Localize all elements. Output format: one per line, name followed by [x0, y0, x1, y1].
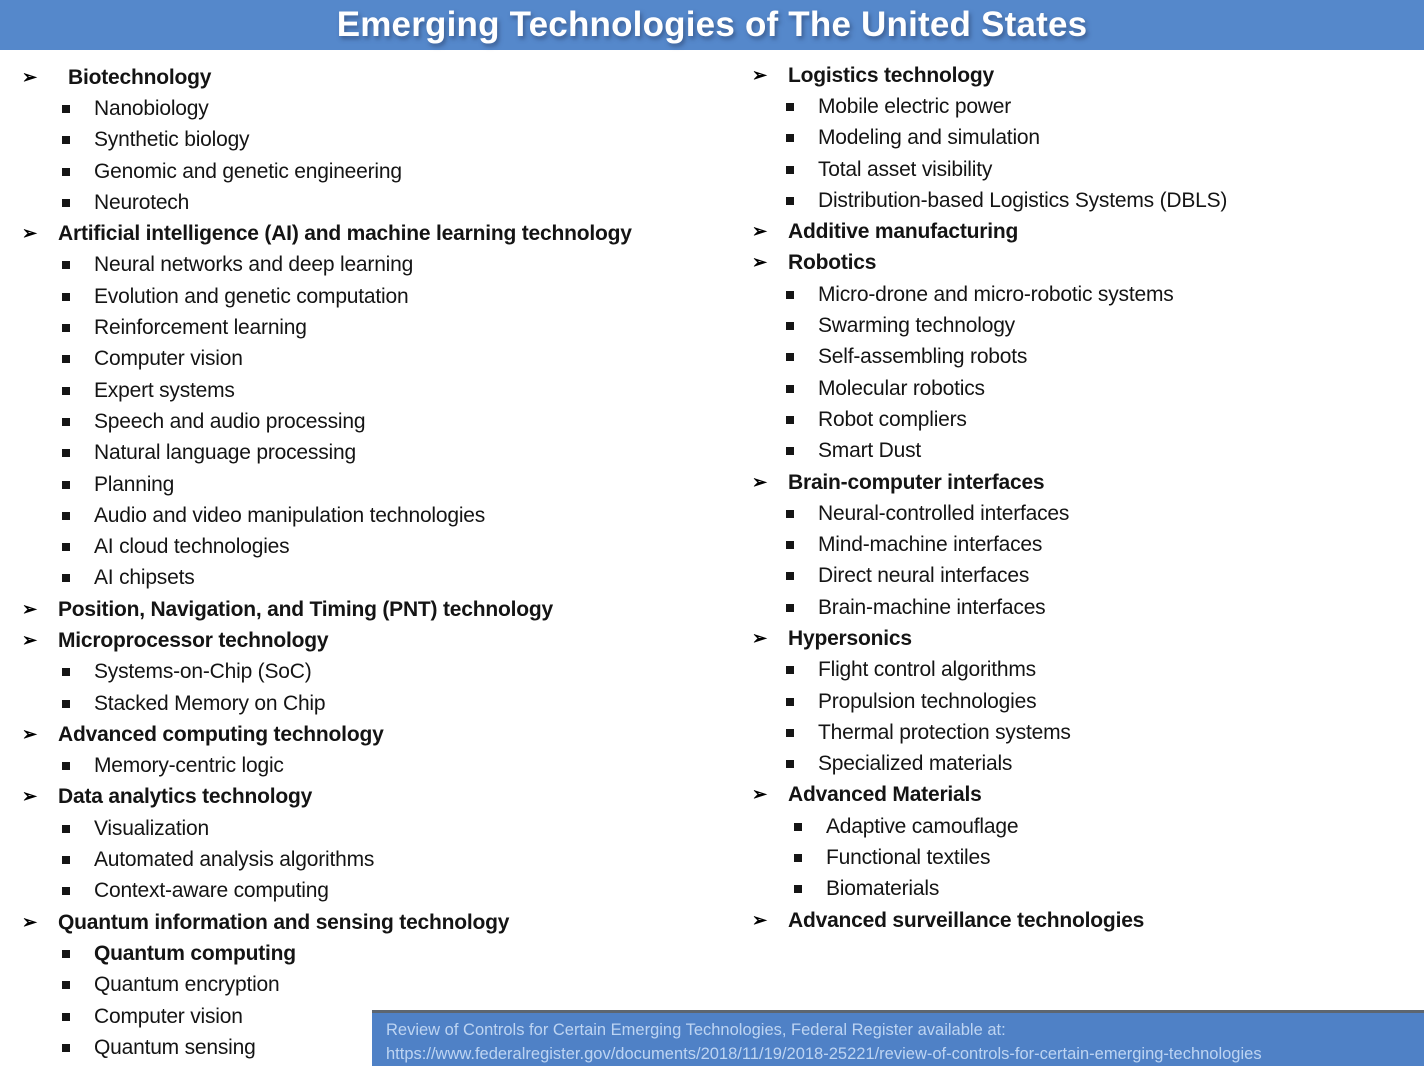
- list-item-label: Swarming technology: [818, 314, 1015, 338]
- list-item: [22, 250, 728, 281]
- list-item-label: Synthetic biology: [94, 128, 250, 152]
- arrow-bullet-icon: [22, 911, 58, 932]
- section-heading: [752, 623, 1418, 654]
- square-bullet-icon: [62, 168, 70, 176]
- square-bullet-icon: [62, 887, 94, 895]
- section-heading: [22, 625, 728, 656]
- square-bullet-icon: [786, 760, 794, 768]
- list-item-label: Systems-on-Chip (SoC): [94, 660, 312, 684]
- square-bullet-icon: [62, 543, 70, 551]
- list-item-label: Robot compliers: [818, 407, 967, 431]
- square-bullet-icon: [62, 512, 70, 520]
- list-item: [752, 842, 1418, 873]
- list-item: [22, 156, 728, 187]
- list-item: [752, 342, 1418, 373]
- square-bullet-icon: [62, 481, 94, 489]
- list-item: [22, 751, 728, 782]
- arrow-bullet-icon: ➢: [752, 909, 767, 930]
- section-heading-label: Position, Navigation, and Timing (PNT) technology: [58, 597, 553, 621]
- square-bullet-icon: [62, 168, 94, 176]
- list-item: [752, 154, 1418, 185]
- square-bullet-icon: [786, 103, 818, 111]
- square-bullet-icon: [62, 136, 70, 144]
- section-heading-label: Quantum information and sensing technology: [58, 910, 510, 934]
- list-item-label: Quantum sensing: [94, 1035, 256, 1059]
- list-item: [752, 686, 1418, 717]
- list-item-label: Self-assembling robots: [818, 345, 1028, 369]
- arrow-bullet-icon: [752, 254, 788, 272]
- list-item: [22, 531, 728, 562]
- list-item: [752, 655, 1418, 686]
- square-bullet-icon: [62, 387, 94, 395]
- square-bullet-icon: [62, 355, 70, 363]
- square-bullet-icon: [62, 1044, 94, 1052]
- list-item-label: Automated analysis algorithms: [94, 848, 375, 872]
- footer-citation: [372, 1010, 1424, 1066]
- arrow-bullet-icon: ➢: [22, 66, 37, 87]
- square-bullet-icon: [62, 950, 70, 958]
- square-bullet-icon: [786, 572, 794, 580]
- square-bullet-icon: [62, 199, 94, 207]
- square-bullet-icon: [786, 134, 818, 142]
- list-item: [22, 469, 728, 500]
- section-heading: [752, 780, 1418, 811]
- section-heading-label: Biotechnology: [68, 65, 212, 89]
- list-item-label: Visualization: [94, 816, 209, 840]
- list-item-label: Computer vision: [94, 347, 243, 371]
- arrow-bullet-icon: ➢: [22, 598, 37, 619]
- square-bullet-icon: [786, 291, 818, 299]
- square-bullet-icon: [786, 197, 818, 205]
- list-item-label: Audio and video manipulation technologies: [94, 503, 486, 527]
- arrow-bullet-icon: [22, 66, 58, 87]
- arrow-bullet-icon: ➢: [752, 471, 767, 492]
- list-item-label: Micro-drone and micro-robotic systems: [818, 282, 1174, 306]
- square-bullet-icon: [62, 887, 70, 895]
- section-heading: [22, 719, 728, 750]
- list-item: [752, 498, 1418, 529]
- square-bullet-icon: [62, 261, 94, 269]
- section-heading: [22, 218, 728, 249]
- square-bullet-icon: [62, 512, 94, 520]
- square-bullet-icon: [62, 856, 70, 864]
- square-bullet-icon: [62, 668, 94, 676]
- square-bullet-icon: [786, 760, 818, 768]
- list-item-label: Mind-machine interfaces: [818, 533, 1043, 557]
- arrow-bullet-icon: [752, 909, 788, 930]
- square-bullet-icon: [62, 825, 70, 833]
- right-column: [752, 60, 1418, 936]
- list-item-label: Thermal protection systems: [818, 720, 1071, 744]
- square-bullet-icon: [786, 729, 818, 737]
- square-bullet-icon: [786, 604, 794, 612]
- list-item-label: Context-aware computing: [94, 879, 329, 903]
- section-heading: [22, 782, 728, 813]
- left-column: [22, 62, 728, 1064]
- list-item-label: Genomic and genetic engineering: [94, 159, 402, 183]
- square-bullet-icon: [62, 1013, 94, 1021]
- list-item-label: Mobile electric power: [818, 94, 1012, 118]
- list-item: [22, 312, 728, 343]
- list-item: [752, 717, 1418, 748]
- list-item-label: Propulsion technologies: [818, 689, 1037, 713]
- square-bullet-icon: [62, 543, 94, 551]
- list-item-label: Neural-controlled interfaces: [818, 501, 1070, 525]
- section-heading: [752, 216, 1418, 247]
- square-bullet-icon: [62, 574, 94, 582]
- list-item: [22, 375, 728, 406]
- square-bullet-icon: [786, 416, 794, 424]
- section-heading: [752, 248, 1418, 279]
- square-bullet-icon: [786, 698, 794, 706]
- list-item-label: Natural language processing: [94, 441, 356, 465]
- list-item: [22, 938, 728, 969]
- arrow-bullet-icon: [752, 64, 788, 85]
- arrow-bullet-icon: [22, 629, 58, 650]
- list-item-label: Functional textiles: [826, 846, 991, 870]
- list-item: [752, 123, 1418, 154]
- section-heading: [22, 907, 728, 938]
- list-item-label: Neural networks and deep learning: [94, 253, 414, 277]
- square-bullet-icon: [786, 666, 818, 674]
- list-item-label: Molecular robotics: [818, 376, 985, 400]
- square-bullet-icon: [62, 136, 94, 144]
- list-item-label: Biomaterials: [826, 877, 940, 901]
- section-heading-label: Additive manufacturing: [788, 220, 1019, 244]
- square-bullet-icon: [62, 481, 70, 489]
- section-heading-label: Robotics: [788, 251, 877, 275]
- square-bullet-icon: [794, 823, 802, 831]
- list-item: [752, 310, 1418, 341]
- list-item: [22, 344, 728, 375]
- square-bullet-icon: [786, 729, 794, 737]
- list-item-label: Flight control algorithms: [818, 658, 1036, 682]
- square-bullet-icon: [62, 762, 94, 770]
- square-bullet-icon: [62, 981, 94, 989]
- title-bar: [0, 0, 1424, 50]
- section-heading-label: Advanced Materials: [788, 783, 982, 807]
- square-bullet-icon: [786, 666, 794, 674]
- arrow-bullet-icon: ➢: [22, 911, 37, 932]
- arrow-bullet-icon: ➢: [22, 223, 37, 244]
- square-bullet-icon: [794, 885, 802, 893]
- list-item-label: Adaptive camouflage: [826, 814, 1019, 838]
- square-bullet-icon: [62, 700, 94, 708]
- list-item: [752, 811, 1418, 842]
- list-item-label: Neurotech: [94, 190, 190, 214]
- list-item-label: Nanobiology: [94, 96, 209, 120]
- list-item-label: Quantum encryption: [94, 973, 280, 997]
- square-bullet-icon: [62, 418, 70, 426]
- list-item: [22, 688, 728, 719]
- square-bullet-icon: [62, 199, 70, 207]
- section-heading-label: Data analytics technology: [58, 785, 313, 809]
- list-item: [22, 406, 728, 437]
- square-bullet-icon: [62, 418, 94, 426]
- square-bullet-icon: [62, 825, 94, 833]
- section-heading: [752, 467, 1418, 498]
- square-bullet-icon: [786, 541, 794, 549]
- square-bullet-icon: [786, 322, 818, 330]
- square-bullet-icon: [62, 449, 94, 457]
- square-bullet-icon: [62, 449, 70, 457]
- list-item-label: Distribution-based Logistics Systems (DBLS): [818, 188, 1228, 212]
- square-bullet-icon: [794, 823, 826, 831]
- list-item-label: Brain-machine interfaces: [818, 595, 1046, 619]
- square-bullet-icon: [62, 105, 94, 113]
- square-bullet-icon: [786, 353, 794, 361]
- section-heading: [752, 905, 1418, 936]
- list-item-label: Planning: [94, 472, 175, 496]
- arrow-bullet-icon: [752, 786, 788, 804]
- arrow-bullet-icon: [22, 225, 58, 243]
- list-item: [22, 125, 728, 156]
- arrow-bullet-icon: [752, 471, 788, 492]
- square-bullet-icon: [786, 510, 794, 518]
- list-item: [22, 438, 728, 469]
- section-heading-label: Hypersonics: [788, 626, 912, 650]
- square-bullet-icon: [786, 134, 794, 142]
- list-item-label: Total asset visibility: [818, 157, 993, 181]
- section-heading-label: Artificial intelligence (AI) and machine learning technology: [58, 222, 632, 246]
- square-bullet-icon: [786, 166, 794, 174]
- square-bullet-icon: [62, 1013, 70, 1021]
- list-item: [752, 91, 1418, 122]
- square-bullet-icon: [786, 510, 818, 518]
- section-heading-label: Logistics technology: [788, 63, 995, 87]
- square-bullet-icon: [62, 261, 70, 269]
- list-item-label: Computer vision: [94, 1004, 243, 1028]
- arrow-bullet-icon: ➢: [22, 786, 37, 807]
- square-bullet-icon: [62, 293, 94, 301]
- list-item: [22, 876, 728, 907]
- square-bullet-icon: [786, 197, 794, 205]
- list-item-label: Smart Dust: [818, 439, 922, 463]
- list-item-label: Evolution and genetic computation: [94, 284, 409, 308]
- list-item-label: AI cloud technologies: [94, 535, 290, 559]
- list-item: [752, 373, 1418, 404]
- arrow-bullet-icon: ➢: [752, 221, 767, 242]
- list-item-label: Expert systems: [94, 378, 235, 402]
- arrow-bullet-icon: ➢: [752, 64, 767, 85]
- square-bullet-icon: [62, 1044, 70, 1052]
- list-item: [22, 93, 728, 124]
- square-bullet-icon: [62, 668, 70, 676]
- list-item: [22, 970, 728, 1001]
- arrow-bullet-icon: [752, 223, 788, 241]
- square-bullet-icon: [62, 355, 94, 363]
- list-item-label: Memory-centric logic: [94, 754, 284, 778]
- square-bullet-icon: [786, 541, 818, 549]
- square-bullet-icon: [62, 762, 70, 770]
- list-item: [752, 279, 1418, 310]
- section-heading-label: Advanced surveillance technologies: [788, 908, 1145, 932]
- list-item-label: AI chipsets: [94, 566, 195, 590]
- list-item-label: Direct neural interfaces: [818, 564, 1030, 588]
- square-bullet-icon: [794, 854, 826, 862]
- square-bullet-icon: [786, 698, 818, 706]
- square-bullet-icon: [62, 387, 70, 395]
- list-item-label: Modeling and simulation: [818, 126, 1040, 150]
- list-item-label: Specialized materials: [818, 752, 1013, 776]
- arrow-bullet-icon: ➢: [22, 629, 37, 650]
- list-item: [752, 185, 1418, 216]
- square-bullet-icon: [786, 385, 818, 393]
- section-heading-label: Advanced computing technology: [58, 722, 384, 746]
- square-bullet-icon: [786, 447, 794, 455]
- list-item: [22, 657, 728, 688]
- square-bullet-icon: [62, 700, 70, 708]
- footer-citation-url: https://www.federalregister.gov/documents/2018/11/19/2018-25221/review-of-controls-for-certain-emerging-technologies: [386, 1045, 1262, 1063]
- square-bullet-icon: [786, 604, 818, 612]
- arrow-bullet-icon: [22, 598, 58, 619]
- square-bullet-icon: [786, 572, 818, 580]
- square-bullet-icon: [786, 353, 818, 361]
- list-item: [752, 529, 1418, 560]
- list-item-label: Quantum computing: [94, 941, 296, 965]
- list-item: [22, 563, 728, 594]
- list-item: [752, 561, 1418, 592]
- list-item: [22, 187, 728, 218]
- square-bullet-icon: [794, 854, 802, 862]
- section-heading-label: Microprocessor technology: [58, 628, 329, 652]
- square-bullet-icon: [786, 385, 794, 393]
- list-item: [22, 813, 728, 844]
- list-item: [752, 592, 1418, 623]
- square-bullet-icon: [786, 322, 794, 330]
- list-item-label: Stacked Memory on Chip: [94, 691, 326, 715]
- square-bullet-icon: [786, 291, 794, 299]
- arrow-bullet-icon: ➢: [752, 252, 767, 273]
- arrow-bullet-icon: [22, 723, 58, 744]
- square-bullet-icon: [62, 324, 94, 332]
- square-bullet-icon: [786, 103, 794, 111]
- section-heading-label: Brain-computer interfaces: [788, 470, 1045, 494]
- arrow-bullet-icon: ➢: [22, 723, 37, 744]
- list-item-label: Reinforcement learning: [94, 316, 307, 340]
- list-item: [22, 281, 728, 312]
- list-item: [22, 500, 728, 531]
- arrow-bullet-icon: ➢: [752, 627, 767, 648]
- square-bullet-icon: [62, 981, 70, 989]
- page-title: Emerging Technologies of The United States: [336, 5, 1088, 44]
- square-bullet-icon: [794, 885, 826, 893]
- section-heading: [22, 594, 728, 625]
- arrow-bullet-icon: ➢: [752, 784, 767, 805]
- list-item: [22, 844, 728, 875]
- list-item: [752, 749, 1418, 780]
- square-bullet-icon: [786, 166, 818, 174]
- square-bullet-icon: [62, 105, 70, 113]
- section-heading: [752, 60, 1418, 91]
- square-bullet-icon: [786, 447, 818, 455]
- section-heading: [22, 62, 728, 93]
- square-bullet-icon: [62, 574, 70, 582]
- list-item: [752, 404, 1418, 435]
- arrow-bullet-icon: [22, 788, 58, 806]
- square-bullet-icon: [786, 416, 818, 424]
- square-bullet-icon: [62, 856, 94, 864]
- footer-citation-text: Review of Controls for Certain Emerging Technologies, Federal Register available at:: [386, 1021, 1006, 1039]
- square-bullet-icon: [62, 293, 70, 301]
- arrow-bullet-icon: [752, 627, 788, 648]
- square-bullet-icon: [62, 950, 94, 958]
- list-item: [752, 874, 1418, 905]
- square-bullet-icon: [62, 324, 70, 332]
- list-item: [752, 436, 1418, 467]
- list-item-label: Speech and audio processing: [94, 409, 366, 433]
